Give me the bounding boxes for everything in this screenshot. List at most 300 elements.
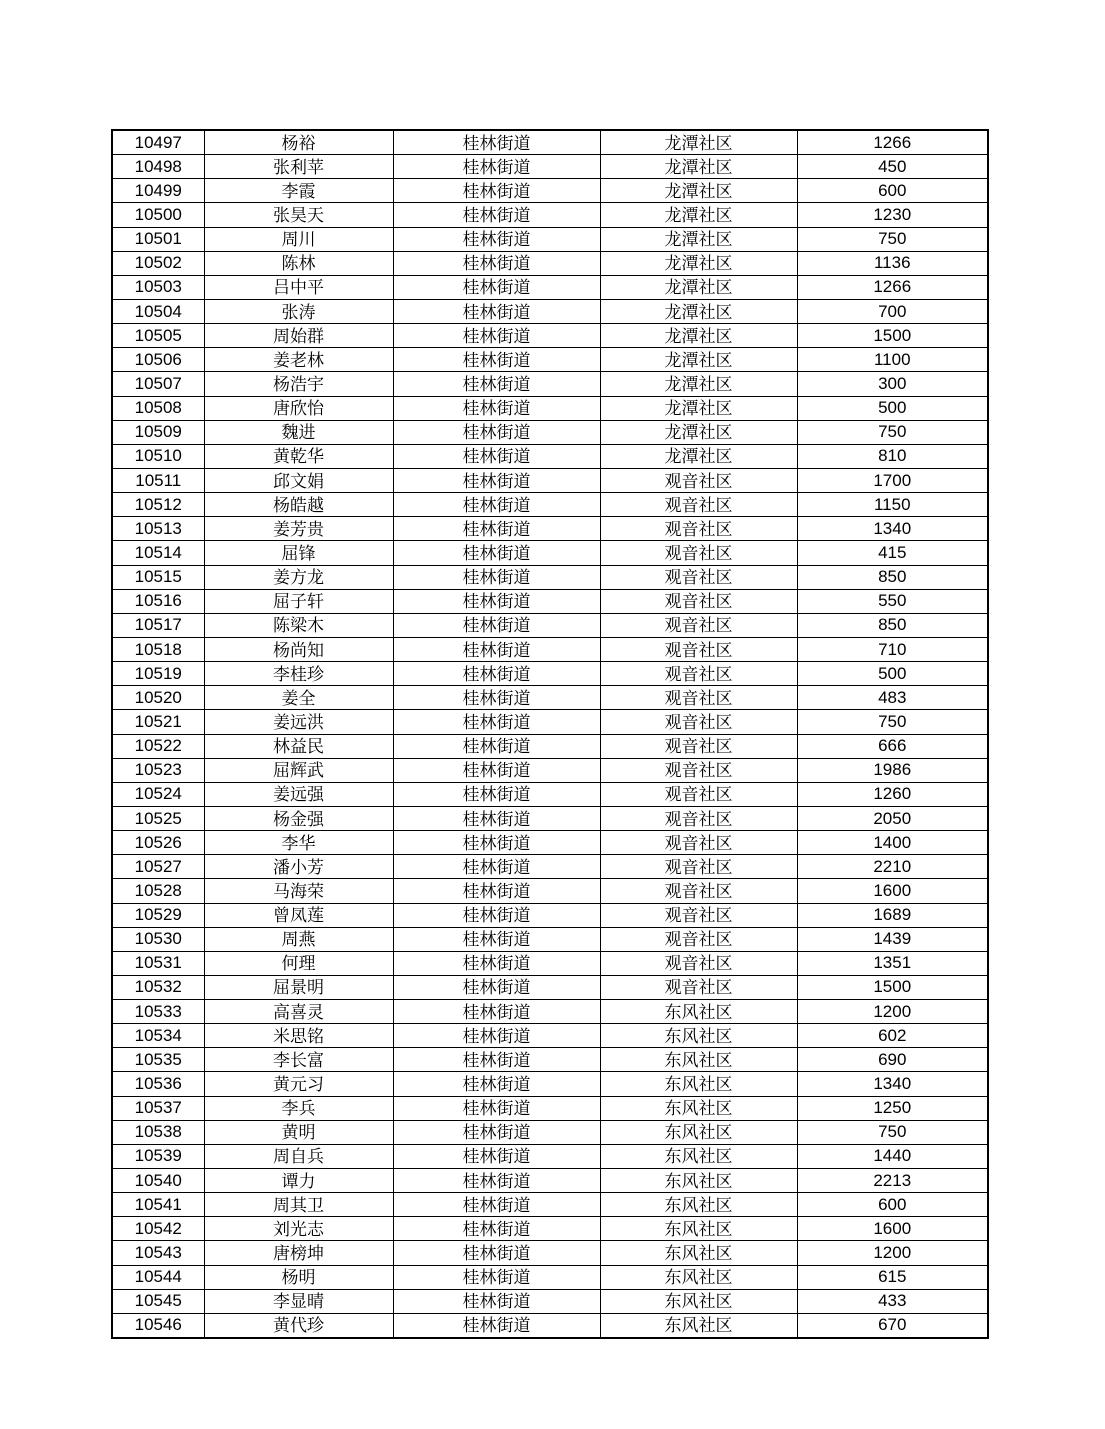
street-cell: 桂林街道: [393, 1193, 600, 1217]
community-cell: 龙潭社区: [600, 396, 797, 420]
amount-cell: 1136: [797, 251, 988, 275]
name-cell: 姜远洪: [204, 710, 393, 734]
table-row: [112, 613, 988, 637]
community-cell: 龙潭社区: [600, 444, 797, 468]
street-cell: 桂林街道: [393, 1072, 600, 1096]
amount-cell: 600: [797, 1193, 988, 1217]
table-row: [112, 1241, 988, 1265]
table-row: [112, 637, 988, 661]
id-cell: 10532: [112, 975, 204, 999]
amount-cell: 1600: [797, 879, 988, 903]
id-cell: 10508: [112, 396, 204, 420]
amount-cell: 1351: [797, 951, 988, 975]
amount-cell: 1689: [797, 903, 988, 927]
street-cell: 桂林街道: [393, 710, 600, 734]
street-cell: 桂林街道: [393, 517, 600, 541]
id-cell: 10516: [112, 589, 204, 613]
street-cell: 桂林街道: [393, 637, 600, 661]
community-cell: 观音社区: [600, 637, 797, 661]
amount-cell: 700: [797, 299, 988, 323]
amount-cell: 810: [797, 444, 988, 468]
name-cell: 谭力: [204, 1169, 393, 1193]
street-cell: 桂林街道: [393, 275, 600, 299]
table-row: [112, 565, 988, 589]
id-cell: 10537: [112, 1096, 204, 1120]
amount-cell: 2213: [797, 1169, 988, 1193]
name-cell: 邱文娟: [204, 468, 393, 492]
community-cell: 观音社区: [600, 951, 797, 975]
community-cell: 龙潭社区: [600, 372, 797, 396]
id-cell: 10542: [112, 1217, 204, 1241]
name-cell: 吕中平: [204, 275, 393, 299]
table-row: [112, 927, 988, 951]
amount-cell: 1260: [797, 782, 988, 806]
name-cell: 屈景明: [204, 975, 393, 999]
community-cell: 东风社区: [600, 1217, 797, 1241]
street-cell: 桂林街道: [393, 541, 600, 565]
street-cell: 桂林街道: [393, 855, 600, 879]
id-cell: 10522: [112, 734, 204, 758]
amount-cell: 1340: [797, 1072, 988, 1096]
community-cell: 观音社区: [600, 975, 797, 999]
name-cell: 屈子轩: [204, 589, 393, 613]
community-cell: 龙潭社区: [600, 203, 797, 227]
id-cell: 10501: [112, 227, 204, 251]
table-row: [112, 831, 988, 855]
table-row: [112, 1289, 988, 1313]
amount-cell: 1439: [797, 927, 988, 951]
community-cell: 观音社区: [600, 782, 797, 806]
street-cell: 桂林街道: [393, 686, 600, 710]
street-cell: 桂林街道: [393, 203, 600, 227]
table-row: [112, 493, 988, 517]
street-cell: 桂林街道: [393, 951, 600, 975]
community-cell: 观音社区: [600, 565, 797, 589]
street-cell: 桂林街道: [393, 324, 600, 348]
name-cell: 姜芳贵: [204, 517, 393, 541]
id-cell: 10499: [112, 179, 204, 203]
table-row: [112, 517, 988, 541]
community-cell: 观音社区: [600, 855, 797, 879]
name-cell: 杨金强: [204, 806, 393, 830]
amount-cell: 750: [797, 227, 988, 251]
amount-cell: 1986: [797, 758, 988, 782]
amount-cell: 483: [797, 686, 988, 710]
name-cell: 李霞: [204, 179, 393, 203]
community-cell: 观音社区: [600, 517, 797, 541]
amount-cell: 300: [797, 372, 988, 396]
table-row: [112, 155, 988, 179]
table-row: [112, 299, 988, 323]
amount-cell: 710: [797, 637, 988, 661]
id-cell: 10523: [112, 758, 204, 782]
street-cell: 桂林街道: [393, 130, 600, 155]
amount-cell: 666: [797, 734, 988, 758]
amount-cell: 670: [797, 1313, 988, 1338]
community-cell: 龙潭社区: [600, 130, 797, 155]
id-cell: 10530: [112, 927, 204, 951]
amount-cell: 1266: [797, 130, 988, 155]
name-cell: 周始群: [204, 324, 393, 348]
amount-cell: 1100: [797, 348, 988, 372]
id-cell: 10540: [112, 1169, 204, 1193]
amount-cell: 500: [797, 662, 988, 686]
community-cell: 东风社区: [600, 1241, 797, 1265]
street-cell: 桂林街道: [393, 879, 600, 903]
community-cell: 观音社区: [600, 831, 797, 855]
id-cell: 10546: [112, 1313, 204, 1338]
id-cell: 10543: [112, 1241, 204, 1265]
amount-cell: 550: [797, 589, 988, 613]
community-cell: 观音社区: [600, 662, 797, 686]
id-cell: 10520: [112, 686, 204, 710]
name-cell: 陈林: [204, 251, 393, 275]
table-row: [112, 1048, 988, 1072]
amount-cell: 600: [797, 179, 988, 203]
amount-cell: 1266: [797, 275, 988, 299]
community-cell: 龙潭社区: [600, 227, 797, 251]
id-cell: 10503: [112, 275, 204, 299]
street-cell: 桂林街道: [393, 1313, 600, 1338]
table-row: [112, 420, 988, 444]
id-cell: 10527: [112, 855, 204, 879]
street-cell: 桂林街道: [393, 227, 600, 251]
name-cell: 周自兵: [204, 1144, 393, 1168]
amount-cell: 1340: [797, 517, 988, 541]
name-cell: 姜全: [204, 686, 393, 710]
street-cell: 桂林街道: [393, 1024, 600, 1048]
community-cell: 东风社区: [600, 1289, 797, 1313]
street-cell: 桂林街道: [393, 251, 600, 275]
name-cell: 米思铭: [204, 1024, 393, 1048]
community-cell: 龙潭社区: [600, 348, 797, 372]
street-cell: 桂林街道: [393, 155, 600, 179]
community-cell: 东风社区: [600, 1072, 797, 1096]
street-cell: 桂林街道: [393, 348, 600, 372]
table-row: [112, 348, 988, 372]
table-row: [112, 324, 988, 348]
name-cell: 张利苹: [204, 155, 393, 179]
id-cell: 10512: [112, 493, 204, 517]
street-cell: 桂林街道: [393, 1096, 600, 1120]
community-cell: 观音社区: [600, 710, 797, 734]
name-cell: 魏进: [204, 420, 393, 444]
table-row: [112, 1169, 988, 1193]
community-cell: 龙潭社区: [600, 251, 797, 275]
name-cell: 张昊天: [204, 203, 393, 227]
table-row: [112, 396, 988, 420]
id-cell: 10504: [112, 299, 204, 323]
amount-cell: 500: [797, 396, 988, 420]
name-cell: 周燕: [204, 927, 393, 951]
table-row: [112, 1144, 988, 1168]
name-cell: 马海荣: [204, 879, 393, 903]
amount-cell: 1150: [797, 493, 988, 517]
community-cell: 东风社区: [600, 1120, 797, 1144]
community-cell: 龙潭社区: [600, 324, 797, 348]
street-cell: 桂林街道: [393, 782, 600, 806]
community-cell: 观音社区: [600, 493, 797, 517]
table-row: [112, 203, 988, 227]
table-row: [112, 951, 988, 975]
street-cell: 桂林街道: [393, 372, 600, 396]
community-cell: 东风社区: [600, 1313, 797, 1338]
id-cell: 10528: [112, 879, 204, 903]
street-cell: 桂林街道: [393, 613, 600, 637]
table-row: [112, 1072, 988, 1096]
id-cell: 10529: [112, 903, 204, 927]
table-row: [112, 1120, 988, 1144]
table-row: [112, 372, 988, 396]
name-cell: 黄代珍: [204, 1313, 393, 1338]
id-cell: 10502: [112, 251, 204, 275]
amount-cell: 750: [797, 710, 988, 734]
table-row: [112, 1024, 988, 1048]
id-cell: 10524: [112, 782, 204, 806]
id-cell: 10534: [112, 1024, 204, 1048]
street-cell: 桂林街道: [393, 903, 600, 927]
street-cell: 桂林街道: [393, 927, 600, 951]
amount-cell: 1200: [797, 1000, 988, 1024]
amount-cell: 1600: [797, 1217, 988, 1241]
table-row: [112, 734, 988, 758]
community-cell: 东风社区: [600, 1096, 797, 1120]
community-cell: 观音社区: [600, 927, 797, 951]
street-cell: 桂林街道: [393, 299, 600, 323]
community-cell: 龙潭社区: [600, 179, 797, 203]
id-cell: 10538: [112, 1120, 204, 1144]
street-cell: 桂林街道: [393, 396, 600, 420]
name-cell: 杨裕: [204, 130, 393, 155]
community-cell: 观音社区: [600, 879, 797, 903]
amount-cell: 1250: [797, 1096, 988, 1120]
id-cell: 10531: [112, 951, 204, 975]
name-cell: 黄明: [204, 1120, 393, 1144]
table-row: [112, 541, 988, 565]
name-cell: 杨尚知: [204, 637, 393, 661]
amount-cell: 433: [797, 1289, 988, 1313]
id-cell: 10507: [112, 372, 204, 396]
community-cell: 龙潭社区: [600, 275, 797, 299]
community-cell: 观音社区: [600, 613, 797, 637]
community-cell: 观音社区: [600, 758, 797, 782]
id-cell: 10511: [112, 468, 204, 492]
name-cell: 黄元习: [204, 1072, 393, 1096]
name-cell: 杨明: [204, 1265, 393, 1289]
id-cell: 10525: [112, 806, 204, 830]
data-table: [111, 129, 989, 1339]
amount-cell: 2210: [797, 855, 988, 879]
community-cell: 观音社区: [600, 903, 797, 927]
table-row: [112, 444, 988, 468]
table-row: [112, 879, 988, 903]
table-row: [112, 275, 988, 299]
amount-cell: 1440: [797, 1144, 988, 1168]
name-cell: 屈辉武: [204, 758, 393, 782]
table-row: [112, 468, 988, 492]
street-cell: 桂林街道: [393, 1048, 600, 1072]
amount-cell: 690: [797, 1048, 988, 1072]
name-cell: 周其卫: [204, 1193, 393, 1217]
name-cell: 高喜灵: [204, 1000, 393, 1024]
street-cell: 桂林街道: [393, 179, 600, 203]
community-cell: 龙潭社区: [600, 155, 797, 179]
table-row: [112, 782, 988, 806]
amount-cell: 850: [797, 613, 988, 637]
name-cell: 李显晴: [204, 1289, 393, 1313]
table-row: [112, 130, 988, 155]
table-row: [112, 855, 988, 879]
community-cell: 观音社区: [600, 734, 797, 758]
name-cell: 姜远强: [204, 782, 393, 806]
street-cell: 桂林街道: [393, 1169, 600, 1193]
street-cell: 桂林街道: [393, 420, 600, 444]
amount-cell: 1230: [797, 203, 988, 227]
street-cell: 桂林街道: [393, 1144, 600, 1168]
id-cell: 10513: [112, 517, 204, 541]
street-cell: 桂林街道: [393, 1000, 600, 1024]
id-cell: 10500: [112, 203, 204, 227]
table-row: [112, 686, 988, 710]
community-cell: 观音社区: [600, 686, 797, 710]
name-cell: 李长富: [204, 1048, 393, 1072]
id-cell: 10518: [112, 637, 204, 661]
community-cell: 东风社区: [600, 1144, 797, 1168]
name-cell: 潘小芳: [204, 855, 393, 879]
id-cell: 10514: [112, 541, 204, 565]
id-cell: 10535: [112, 1048, 204, 1072]
street-cell: 桂林街道: [393, 662, 600, 686]
community-cell: 东风社区: [600, 1265, 797, 1289]
name-cell: 曾凤莲: [204, 903, 393, 927]
name-cell: 张涛: [204, 299, 393, 323]
id-cell: 10544: [112, 1265, 204, 1289]
name-cell: 何理: [204, 951, 393, 975]
amount-cell: 750: [797, 420, 988, 444]
street-cell: 桂林街道: [393, 734, 600, 758]
id-cell: 10510: [112, 444, 204, 468]
table-row: [112, 1000, 988, 1024]
street-cell: 桂林街道: [393, 1241, 600, 1265]
amount-cell: 2050: [797, 806, 988, 830]
street-cell: 桂林街道: [393, 758, 600, 782]
id-cell: 10526: [112, 831, 204, 855]
id-cell: 10521: [112, 710, 204, 734]
table-row: [112, 710, 988, 734]
community-cell: 观音社区: [600, 468, 797, 492]
amount-cell: 850: [797, 565, 988, 589]
amount-cell: 1700: [797, 468, 988, 492]
amount-cell: 602: [797, 1024, 988, 1048]
table-row: [112, 251, 988, 275]
table-row: [112, 758, 988, 782]
id-cell: 10509: [112, 420, 204, 444]
name-cell: 李桂珍: [204, 662, 393, 686]
name-cell: 唐欣怡: [204, 396, 393, 420]
name-cell: 李华: [204, 831, 393, 855]
street-cell: 桂林街道: [393, 831, 600, 855]
community-cell: 观音社区: [600, 541, 797, 565]
street-cell: 桂林街道: [393, 444, 600, 468]
table-row: [112, 589, 988, 613]
community-cell: 龙潭社区: [600, 299, 797, 323]
table-row: [112, 179, 988, 203]
name-cell: 李兵: [204, 1096, 393, 1120]
id-cell: 10536: [112, 1072, 204, 1096]
name-cell: 黄乾华: [204, 444, 393, 468]
name-cell: 姜方龙: [204, 565, 393, 589]
community-cell: 东风社区: [600, 1169, 797, 1193]
street-cell: 桂林街道: [393, 1289, 600, 1313]
table-row: [112, 1265, 988, 1289]
street-cell: 桂林街道: [393, 806, 600, 830]
amount-cell: 1500: [797, 975, 988, 999]
table-row: [112, 1217, 988, 1241]
name-cell: 杨浩宇: [204, 372, 393, 396]
id-cell: 10539: [112, 1144, 204, 1168]
table-row: [112, 1193, 988, 1217]
community-cell: 东风社区: [600, 1193, 797, 1217]
table-row: [112, 227, 988, 251]
community-cell: 龙潭社区: [600, 420, 797, 444]
id-cell: 10506: [112, 348, 204, 372]
id-cell: 10533: [112, 1000, 204, 1024]
id-cell: 10541: [112, 1193, 204, 1217]
amount-cell: 1500: [797, 324, 988, 348]
name-cell: 林益民: [204, 734, 393, 758]
street-cell: 桂林街道: [393, 493, 600, 517]
community-cell: 东风社区: [600, 1000, 797, 1024]
table-body: [112, 130, 988, 1338]
id-cell: 10517: [112, 613, 204, 637]
street-cell: 桂林街道: [393, 468, 600, 492]
community-cell: 观音社区: [600, 589, 797, 613]
amount-cell: 750: [797, 1120, 988, 1144]
name-cell: 刘光志: [204, 1217, 393, 1241]
street-cell: 桂林街道: [393, 1265, 600, 1289]
street-cell: 桂林街道: [393, 589, 600, 613]
community-cell: 东风社区: [600, 1048, 797, 1072]
id-cell: 10498: [112, 155, 204, 179]
table-row: [112, 975, 988, 999]
amount-cell: 615: [797, 1265, 988, 1289]
id-cell: 10545: [112, 1289, 204, 1313]
table-row: [112, 1313, 988, 1338]
community-cell: 观音社区: [600, 806, 797, 830]
name-cell: 唐榜坤: [204, 1241, 393, 1265]
street-cell: 桂林街道: [393, 1217, 600, 1241]
name-cell: 陈梁木: [204, 613, 393, 637]
amount-cell: 1200: [797, 1241, 988, 1265]
amount-cell: 450: [797, 155, 988, 179]
street-cell: 桂林街道: [393, 975, 600, 999]
name-cell: 屈锋: [204, 541, 393, 565]
table-row: [112, 1096, 988, 1120]
name-cell: 杨皓越: [204, 493, 393, 517]
id-cell: 10505: [112, 324, 204, 348]
amount-cell: 415: [797, 541, 988, 565]
id-cell: 10515: [112, 565, 204, 589]
name-cell: 周川: [204, 227, 393, 251]
table-row: [112, 662, 988, 686]
street-cell: 桂林街道: [393, 1120, 600, 1144]
id-cell: 10519: [112, 662, 204, 686]
id-cell: 10497: [112, 130, 204, 155]
amount-cell: 1400: [797, 831, 988, 855]
name-cell: 姜老林: [204, 348, 393, 372]
street-cell: 桂林街道: [393, 565, 600, 589]
table-row: [112, 806, 988, 830]
